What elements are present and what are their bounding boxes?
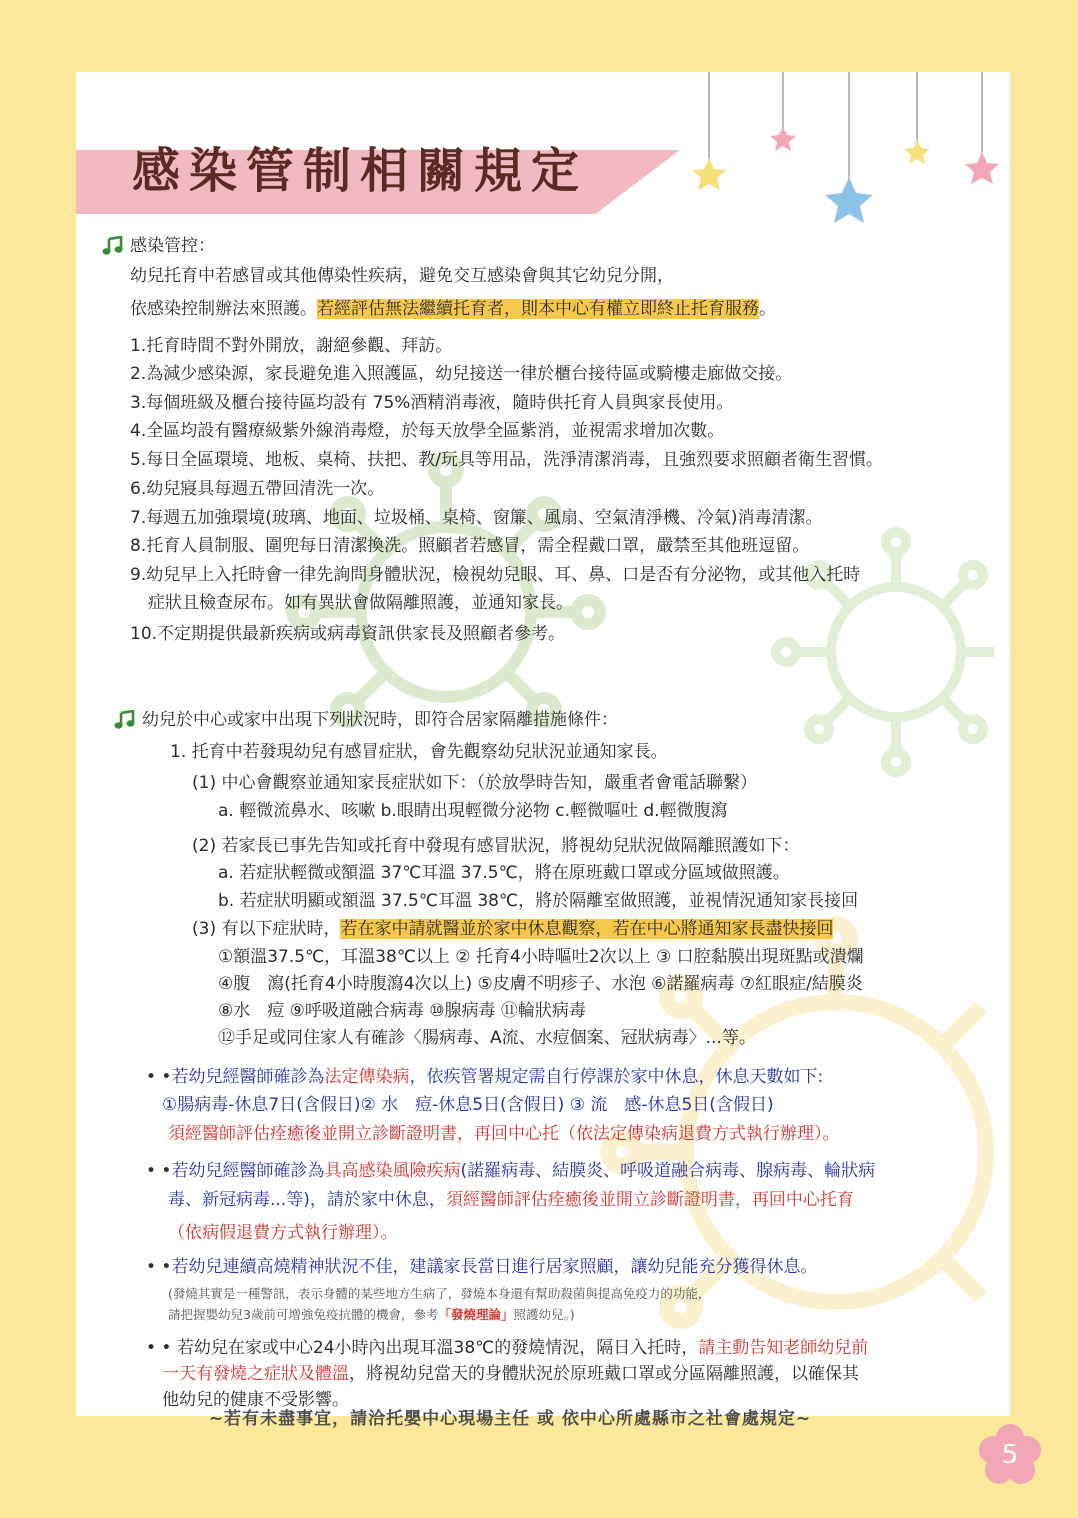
fever-24h-line2: 一天有發燒之症狀及體溫，將視幼兒當天的身體狀況於原班戴口罩或分區隔離照護，以確保其 (162, 1364, 859, 1384)
symptom-row: ⑫手足或同住家人有確診〈腸病毒、A流、水痘個案、冠狀病毒〉...等。 (218, 1028, 756, 1048)
isolation-severe: b. 若症狀明顯或額溫 37.5℃耳溫 38℃，將於隔離室做照護，並視情況通知家長接回 (218, 891, 859, 911)
high-risk-line2: 毒、新冠病毒...等)，請於家中休息，須經醫師評估痊癒後並開立診斷證明書，再回中心托育 (168, 1190, 854, 1210)
list-item: 10.不定期提供最新疾病或病毒資訊供家長及照顧者參考。 (130, 624, 566, 644)
bullet-24h-fever: • • 若幼兒在家或中心24小時內出現耳溫38℃的發燒情況，隔日入托時，請主動告知老師幼兒前 (146, 1338, 869, 1358)
certificate-requirement: 須經醫師評估痊癒後並開立診斷證明書，再回中心托（依法定傳染病退費方式執行辦理）。 (168, 1124, 840, 1144)
section2-point1: 1. 托育中若發現幼兒有感冒症狀，會先觀察幼兒狀況並通知家長。 (170, 742, 668, 762)
page-title: 感染管制相關規定 (132, 143, 589, 199)
footer-note: ~若有未盡事宜，請洽托嬰中心現場主任 或 依中心所處縣市之社會處規定~ (208, 1409, 812, 1429)
list-item: 8.托育人員制服、圍兜每日清潔換洗。照顧者若感冒，需全程戴口罩，嚴禁至其他班逗留。 (130, 536, 810, 556)
bullet-high-risk: • •若幼兒經醫師確診為具高感染風險疾病(諾羅病毒、結膜炎、呼吸道融合病毒、腺病毒、輪狀病 (146, 1161, 876, 1181)
bullet-legal-disease: • •若幼兒經醫師確診為法定傳染病，依疾管署規定需自行停課於家中休息，休息天數如下: (146, 1067, 824, 1087)
fever-24h-line3: 他幼兒的健康不受影響。 (162, 1390, 349, 1410)
termination-highlight: 若經評估無法繼續托育者，則本中心有權立即終止托育服務 (317, 299, 759, 319)
fever-note-line1: (發燒其實是一種警訊，表示身體的某些地方生病了，發燒本身還有幫助殺菌與提高免疫力的功能， (168, 1286, 711, 1301)
list-item: 9.幼兒早上入托時會一律先詢問身體狀況，檢視幼兒眼、耳、鼻、口是否有分泌物，或其他入托時 (130, 565, 861, 585)
list-item: 5.每日全區環境、地板、桌椅、扶把、教/玩具等用品，洗淨清潔消毒，且強烈要求照顧者衛生習慣。 (130, 450, 883, 470)
bullet-high-fever: • •若幼兒連續高燒精神狀況不佳，建議家長當日進行居家照顧，讓幼兒能充分獲得休息。 (146, 1257, 818, 1277)
symptom-row: ①額溫37.5℃，耳溫38℃以上 ② 托育4小時嘔吐2次以上 ③ 口腔黏膜出現斑點或潰爛 (218, 947, 864, 967)
hanging-stars-decoration (676, 72, 1010, 232)
music-note-icon (102, 236, 124, 256)
star-icon (825, 177, 873, 223)
document-sheet (76, 72, 1010, 1416)
section1-heading: 感染管控： (130, 236, 215, 256)
section2-heading: 幼兒於中心或家中出現下列狀況時，即符合居家隔離措施條件： (142, 710, 618, 730)
fever-note-line2: 請把握嬰幼兒3歲前可增強免疫抗體的機會，參考「發燒理論」照護幼兒。) (168, 1307, 575, 1322)
pickup-highlight: 若在家中請就醫並於家中休息觀察，若在中心將通知家長盡快接回 (340, 919, 834, 939)
list-item: 3.每個班級及櫃台接待區均設有 75%酒精消毒液，隨時供托育人員與家長使用。 (130, 393, 734, 413)
list-item: 6.幼兒寢具每週五帶回清洗一次。 (130, 479, 385, 499)
symptom-row: ④腹 瀉(托育4小時腹瀉4次以上) ⑤皮膚不明疹子、水泡 ⑥諾羅病毒 ⑦紅眼症/結膜炎 (218, 974, 863, 994)
section1-intro-line1: 幼兒托育中若感冒或其他傳染性疾病，避免交互感染會與其它幼兒分開， (130, 266, 674, 286)
list-item: 7.每週五加強環境(玻璃、地面、垃圾桶、桌椅、窗簾、風扇、空氣清淨機、冷氣)消毒清潔。 (130, 508, 823, 528)
section1-intro-line2: 依感染控制辦法來照護。若經評估無法繼續托育者，則本中心有權立即終止托育服務。 (130, 299, 776, 319)
star-icon (692, 158, 726, 190)
symptom-row: ⑧水 痘 ⑨呼吸道融合病毒 ⑩腺病毒 ⑪輪狀病毒 (218, 1001, 586, 1021)
star-icon (770, 127, 796, 151)
sick-leave-refund: （依病假退費方式執行辦理）。 (168, 1223, 398, 1243)
page-number: 5 (1001, 1440, 1019, 1470)
pickup-note: (3) 有以下症狀時，若在家中請就醫並於家中休息觀察，若在中心將通知家長盡快接回 (192, 919, 834, 939)
list-item: 2.為減少感染源，家長避免進入照護區，幼兒接送一律於櫃台接待區或騎樓走廊做交接。 (130, 364, 793, 384)
symptom-list: a. 輕微流鼻水、咳嗽 b.眼睛出現輕微分泌物 c.輕微嘔吐 d.輕微腹瀉 (218, 801, 728, 821)
star-icon (904, 140, 930, 164)
music-note-icon (114, 710, 136, 730)
isolation-mild: a. 若症狀輕微或額溫 37℃耳溫 37.5℃，將在原班戴口罩或分區域做照護。 (218, 863, 790, 883)
star-icon (965, 152, 999, 184)
list-item: 症狀且檢查尿布。如有異狀會做隔離照護，並通知家長。 (148, 593, 573, 613)
list-item: 1.托育時間不對外開放，謝絕參觀、拜訪。 (130, 336, 453, 356)
list-item: 4.全區均設有醫療級紫外線消毒燈，於每天放學全區紫消，並視需求增加次數。 (130, 421, 725, 441)
rest-days-list: ①腸病毒-休息7日(含假日)② 水 痘-休息5日(含假日) ③ 流 感-休息5日(含假日) (162, 1095, 774, 1115)
observation-note: (1) 中心會觀察並通知家長症狀如下：（於放學時告知，嚴重者會電話聯繫） (192, 773, 757, 793)
isolation-note: (2) 若家長已事先告知或托育中發現有感冒狀況，將視幼兒狀況做隔離照護如下： (192, 836, 800, 856)
